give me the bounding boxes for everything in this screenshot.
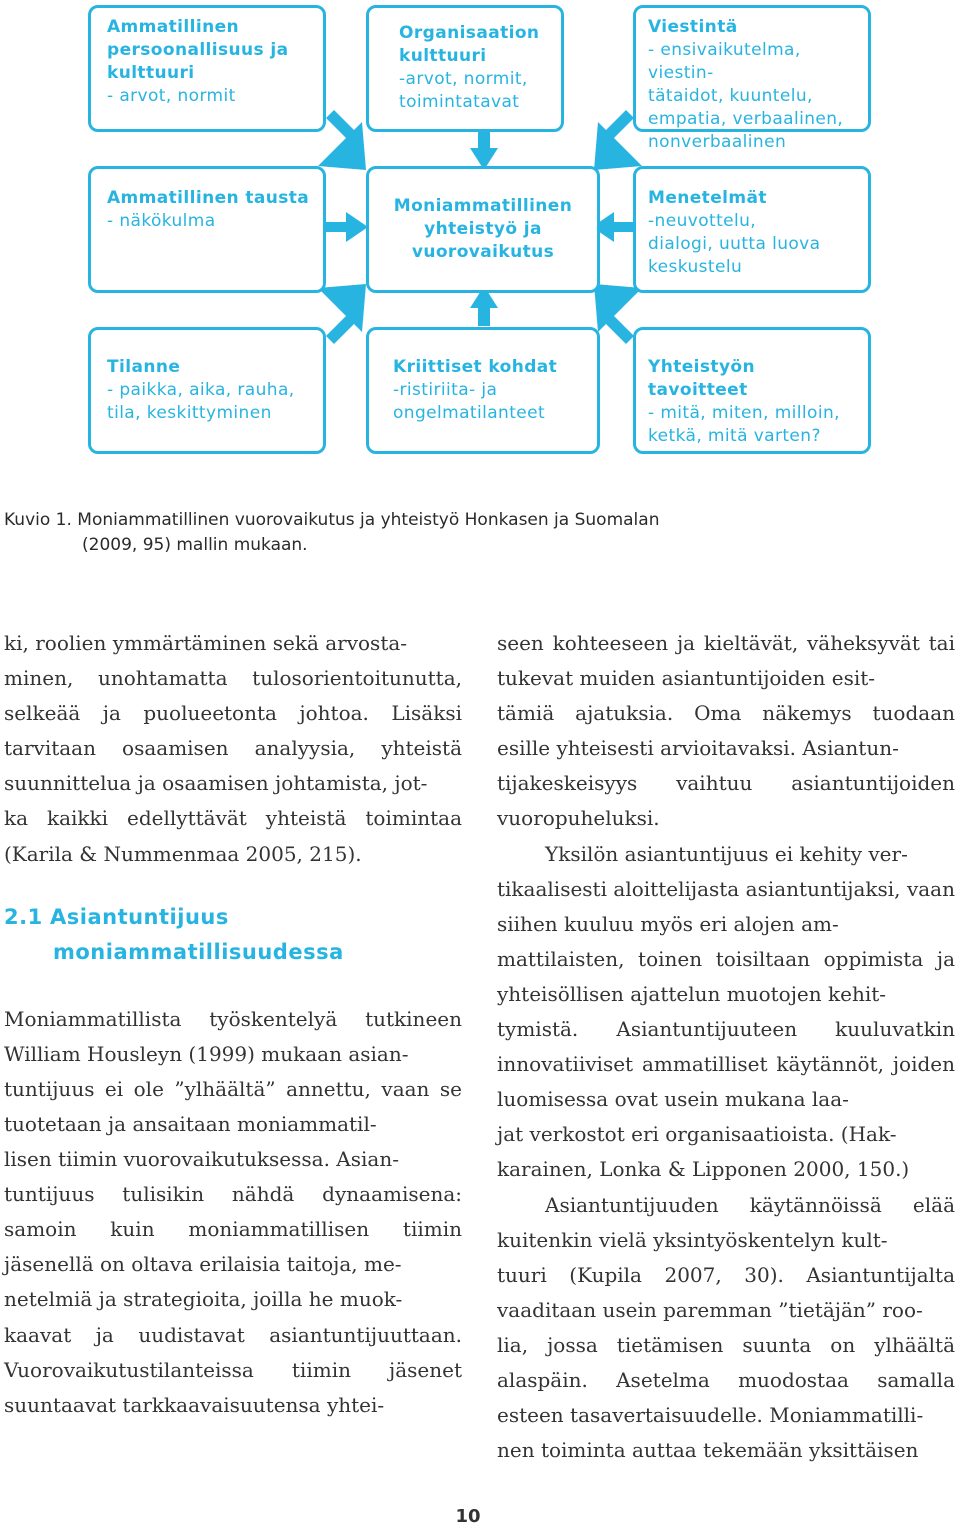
box-body: - ensivaikutelma, viestin- tätaidot, kuuntelu, empatia, verbaalinen, nonverbaalinen	[648, 40, 844, 152]
box-body: - paikka, aika, rauha, tila, keskittyminen	[107, 380, 295, 423]
box-kriittiset	[366, 327, 600, 454]
box-title: Tilanne	[107, 357, 181, 377]
left-paragraph-2: Moniammatillista työskentelyä tutkineen William Housleyn (1999) mukaan asian- tuntijuus ei ole ”ylhäältä” annettu, vaan se tuotetaan ja ansaitaan moniammatil- lisen tiimin vuorovaikutuksessa. Asian- tuntijuus tulisikin nähdä dynaamisena: samoin kuin moniammatillisen tiimin jäsenellä on oltava erilaisia taitoja, me- netelmiä ja strategioita, joilla he muok- kaavat ja uudistavat asiantuntijuuttaan. Vuorovaikutustilanteissa tiimin jäsenet suuntaavat tarkkaavaisuutensa yhtei-	[4, 1006, 462, 1417]
box-title: Viestintä	[648, 17, 738, 37]
section-heading	[4, 900, 462, 970]
box-tavoitteet	[633, 327, 871, 454]
box-body: -arvot, normit, toimintatavat	[399, 69, 528, 112]
box-menetelmat	[633, 166, 871, 293]
caption-line-2: (2009, 95) mallin mukaan.	[82, 535, 308, 555]
page-number: 10	[455, 1506, 481, 1527]
box-title: Ammatillinen persoonallisuus ja kulttuuri	[107, 17, 289, 83]
box-title: Kriittiset kohdat	[393, 357, 558, 377]
section-title-line-1: Asiantuntijuus	[50, 904, 229, 929]
caption-line-1: Kuvio 1. Moniammatillinen vuorovaikutus ja yhteistyö Honkasen ja Suomalan	[4, 510, 660, 530]
right-paragraph-2: Yksilön asiantuntijuus ei kehity ver- tikaalisesti aloittelijasta asiantuntijaksi, vaan siihen kuuluu myös eri alojen am- mattilaisten, toinen toisiltaan oppimista ja yhteisöllisen ajattelun muotojen kehit- tymistä. Asiantuntijuuteen kuuluvatkin innovatiiviset ammatilliset käytännöt, joiden luomisessa ovat usein mukana laa- jat verkostot eri organisaatioista. (Hak- karainen, Lonka & Lipponen 2000, 150.)	[497, 841, 955, 1182]
left-paragraph-1: ki, roolien ymmärtäminen sekä arvosta- minen, unohtamatta tulosorientoitunutta, selkeää ja puolueetonta johtoa. Lisäksi tarvitaan osaamisen analyysia, yhteistä suunnittelua ja osaamisen johtamista, jot- ka kaikki edellyttävät yhteistä toimintaa (Karila & Nummenmaa 2005, 215).	[4, 631, 462, 866]
box-tausta	[88, 166, 326, 293]
box-body: -ristiriita- ja ongelmatilanteet	[393, 380, 546, 423]
box-persoonallisuus	[88, 5, 326, 132]
section-number: 2.1	[4, 904, 43, 929]
box-moniammatillinen	[366, 166, 600, 293]
box-title: Ammatillinen tausta	[107, 188, 310, 208]
right-paragraph-1: seen kohteeseen ja kieltävät, väheksyvät tai tukevat muiden asiantuntijoiden esit- tämiä ajatuksia. Oma näkemys tuodaan esille yhteisesti arvioitavaksi. Asiantun- tijakeskeisyys vaihtuu asiantuntijoiden vuoropuheluksi.	[497, 631, 955, 831]
box-viestinta	[633, 5, 871, 152]
right-column	[497, 626, 955, 1468]
box-tilanne	[88, 327, 326, 454]
box-body: - mitä, miten, milloin, ketkä, mitä varten?	[648, 403, 840, 446]
box-body: -neuvottelu, dialogi, uutta luova keskustelu	[648, 211, 821, 277]
section-title-line-2: moniammatillisuudessa	[53, 939, 344, 964]
box-title: Menetelmät	[648, 188, 767, 208]
arrow-from-tausta	[324, 212, 368, 242]
figure-caption	[4, 508, 764, 558]
box-title: Yhteistyön tavoitteet	[648, 357, 756, 400]
box-body: - arvot, normit	[107, 86, 236, 106]
box-organisaatio	[366, 5, 564, 132]
box-title: Organisaation kulttuuri	[399, 23, 540, 66]
box-title-center: Moniammatillinen yhteistyö ja vuorovaikutus	[393, 196, 573, 262]
box-body: - näkökulma	[107, 211, 216, 231]
right-paragraph-3: Asiantuntijuuden käytännöissä elää kuitenkin vielä yksintyöskentelyn kult- tuuri (Kupila 2007, 30). Asiantuntijalta vaaditaan usein paremman ”tietäjän” roo- lia, jossa tietämisen suunta on ylhäältä alaspäin. Asetelma muodostaa samalla esteen tasavertaisuudelle. Moniammatilli- nen toiminta auttaa tekemään yksittäisen	[497, 1192, 955, 1463]
left-column	[4, 626, 462, 1423]
arrow-from-organisaatio	[470, 130, 498, 170]
